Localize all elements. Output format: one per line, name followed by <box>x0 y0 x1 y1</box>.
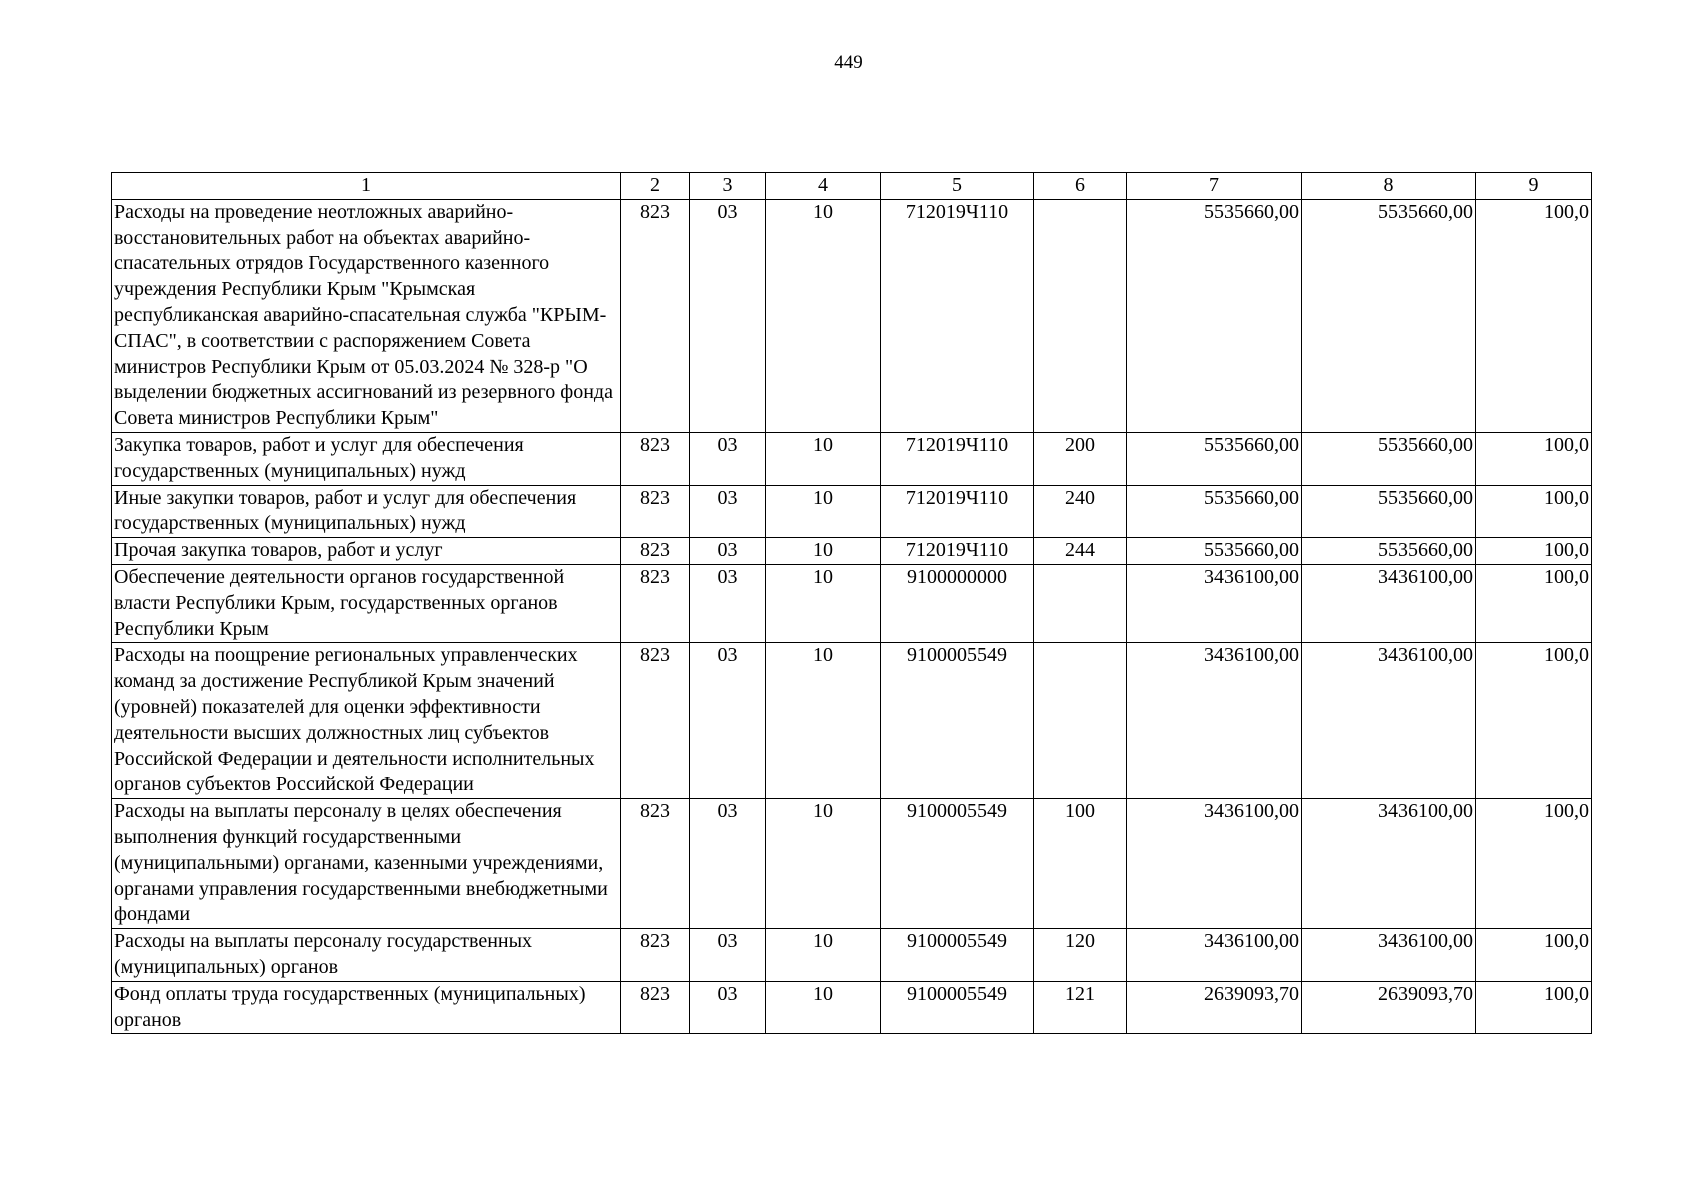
table-row <box>112 564 1592 642</box>
target-article-code: 9100005549 <box>881 929 1034 982</box>
expense-name: Прочая закупка товаров, работ и услуг <box>112 538 621 565</box>
planned-amount: 3436100,00 <box>1127 643 1302 799</box>
expense-name: Иные закупки товаров, работ и услуг для обеспечения государственных (муниципальных) нужд <box>112 485 621 538</box>
expense-name: Расходы на выплаты персоналу в целях обеспечения выполнения функций государственными (муниципальными) органами, казенными учреждениями, органами управления государственными внебюджетными фондами <box>112 799 621 929</box>
execution-percent: 100,0 <box>1476 538 1592 565</box>
column-header: 7 <box>1127 173 1302 200</box>
ministry-code: 823 <box>621 981 690 1034</box>
column-header: 9 <box>1476 173 1592 200</box>
subsection-code: 10 <box>766 432 881 485</box>
section-code: 03 <box>690 432 766 485</box>
column-header: 1 <box>112 173 621 200</box>
table-row <box>112 485 1592 538</box>
expense-type-code: 120 <box>1034 929 1127 982</box>
planned-amount: 2639093,70 <box>1127 981 1302 1034</box>
executed-amount: 3436100,00 <box>1302 799 1476 929</box>
expense-name: Фонд оплаты труда государственных (муниципальных) органов <box>112 981 621 1034</box>
execution-percent: 100,0 <box>1476 564 1592 642</box>
expense-type-code: 200 <box>1034 432 1127 485</box>
section-code: 03 <box>690 981 766 1034</box>
planned-amount: 5535660,00 <box>1127 199 1302 432</box>
expense-name: Расходы на проведение неотложных аварийно-восстановительных работ на объектах аварийно-спасательных отрядов Государственного казенного учреждения Республики Крым "Крымская республиканская аварийно-спасательная служба "КРЫМ-СПАС", в соответствии с распоряжением Совета министров Республики Крым от 05.03.2024 № 328-р "О выделении бюджетных ассигнований из резервного фонда Совета министров Республики Крым" <box>112 199 621 432</box>
ministry-code: 823 <box>621 564 690 642</box>
execution-percent: 100,0 <box>1476 799 1592 929</box>
execution-percent: 100,0 <box>1476 981 1592 1034</box>
ministry-code: 823 <box>621 799 690 929</box>
target-article-code: 712019Ч110 <box>881 432 1034 485</box>
expense-type-code <box>1034 643 1127 799</box>
column-header: 5 <box>881 173 1034 200</box>
table-row <box>112 432 1592 485</box>
subsection-code: 10 <box>766 485 881 538</box>
planned-amount: 3436100,00 <box>1127 799 1302 929</box>
target-article-code: 9100005549 <box>881 981 1034 1034</box>
subsection-code: 10 <box>766 981 881 1034</box>
ministry-code: 823 <box>621 432 690 485</box>
execution-percent: 100,0 <box>1476 643 1592 799</box>
planned-amount: 5535660,00 <box>1127 432 1302 485</box>
expense-name: Расходы на выплаты персоналу государственных (муниципальных) органов <box>112 929 621 982</box>
planned-amount: 3436100,00 <box>1127 929 1302 982</box>
executed-amount: 3436100,00 <box>1302 929 1476 982</box>
subsection-code: 10 <box>766 643 881 799</box>
executed-amount: 3436100,00 <box>1302 643 1476 799</box>
subsection-code: 10 <box>766 199 881 432</box>
execution-percent: 100,0 <box>1476 432 1592 485</box>
planned-amount: 3436100,00 <box>1127 564 1302 642</box>
table-header-row <box>112 173 1592 200</box>
ministry-code: 823 <box>621 929 690 982</box>
table-row <box>112 981 1592 1034</box>
ministry-code: 823 <box>621 643 690 799</box>
planned-amount: 5535660,00 <box>1127 485 1302 538</box>
target-article-code: 9100000000 <box>881 564 1034 642</box>
section-code: 03 <box>690 643 766 799</box>
column-header: 3 <box>690 173 766 200</box>
table-row <box>112 199 1592 432</box>
column-header: 2 <box>621 173 690 200</box>
subsection-code: 10 <box>766 799 881 929</box>
section-code: 03 <box>690 485 766 538</box>
table-row <box>112 799 1592 929</box>
column-header: 4 <box>766 173 881 200</box>
expense-type-code: 240 <box>1034 485 1127 538</box>
section-code: 03 <box>690 564 766 642</box>
executed-amount: 5535660,00 <box>1302 538 1476 565</box>
target-article-code: 712019Ч110 <box>881 199 1034 432</box>
ministry-code: 823 <box>621 199 690 432</box>
page-number: 449 <box>834 52 863 73</box>
expense-type-code: 100 <box>1034 799 1127 929</box>
expense-type-code: 244 <box>1034 538 1127 565</box>
section-code: 03 <box>690 538 766 565</box>
expense-name: Закупка товаров, работ и услуг для обеспечения государственных (муниципальных) нужд <box>112 432 621 485</box>
target-article-code: 712019Ч110 <box>881 538 1034 565</box>
ministry-code: 823 <box>621 485 690 538</box>
executed-amount: 5535660,00 <box>1302 199 1476 432</box>
target-article-code: 712019Ч110 <box>881 485 1034 538</box>
budget-table <box>111 172 1592 1034</box>
subsection-code: 10 <box>766 929 881 982</box>
expense-type-code <box>1034 199 1127 432</box>
subsection-code: 10 <box>766 538 881 565</box>
execution-percent: 100,0 <box>1476 485 1592 538</box>
executed-amount: 3436100,00 <box>1302 564 1476 642</box>
expense-name: Обеспечение деятельности органов государственной власти Республики Крым, государственных органов Республики Крым <box>112 564 621 642</box>
ministry-code: 823 <box>621 538 690 565</box>
execution-percent: 100,0 <box>1476 929 1592 982</box>
section-code: 03 <box>690 799 766 929</box>
executed-amount: 5535660,00 <box>1302 485 1476 538</box>
expense-name: Расходы на поощрение региональных управленческих команд за достижение Республикой Крым значений (уровней) показателей для оценки эффективности деятельности высших должностных лиц субъектов Российской Федерации и деятельности исполнительных органов субъектов Российской Федерации <box>112 643 621 799</box>
column-header: 6 <box>1034 173 1127 200</box>
executed-amount: 2639093,70 <box>1302 981 1476 1034</box>
section-code: 03 <box>690 199 766 432</box>
table-row <box>112 643 1592 799</box>
column-header: 8 <box>1302 173 1476 200</box>
target-article-code: 9100005549 <box>881 643 1034 799</box>
executed-amount: 5535660,00 <box>1302 432 1476 485</box>
execution-percent: 100,0 <box>1476 199 1592 432</box>
expense-type-code: 121 <box>1034 981 1127 1034</box>
table-row <box>112 538 1592 565</box>
expense-type-code <box>1034 564 1127 642</box>
target-article-code: 9100005549 <box>881 799 1034 929</box>
subsection-code: 10 <box>766 564 881 642</box>
planned-amount: 5535660,00 <box>1127 538 1302 565</box>
table-row <box>112 929 1592 982</box>
section-code: 03 <box>690 929 766 982</box>
